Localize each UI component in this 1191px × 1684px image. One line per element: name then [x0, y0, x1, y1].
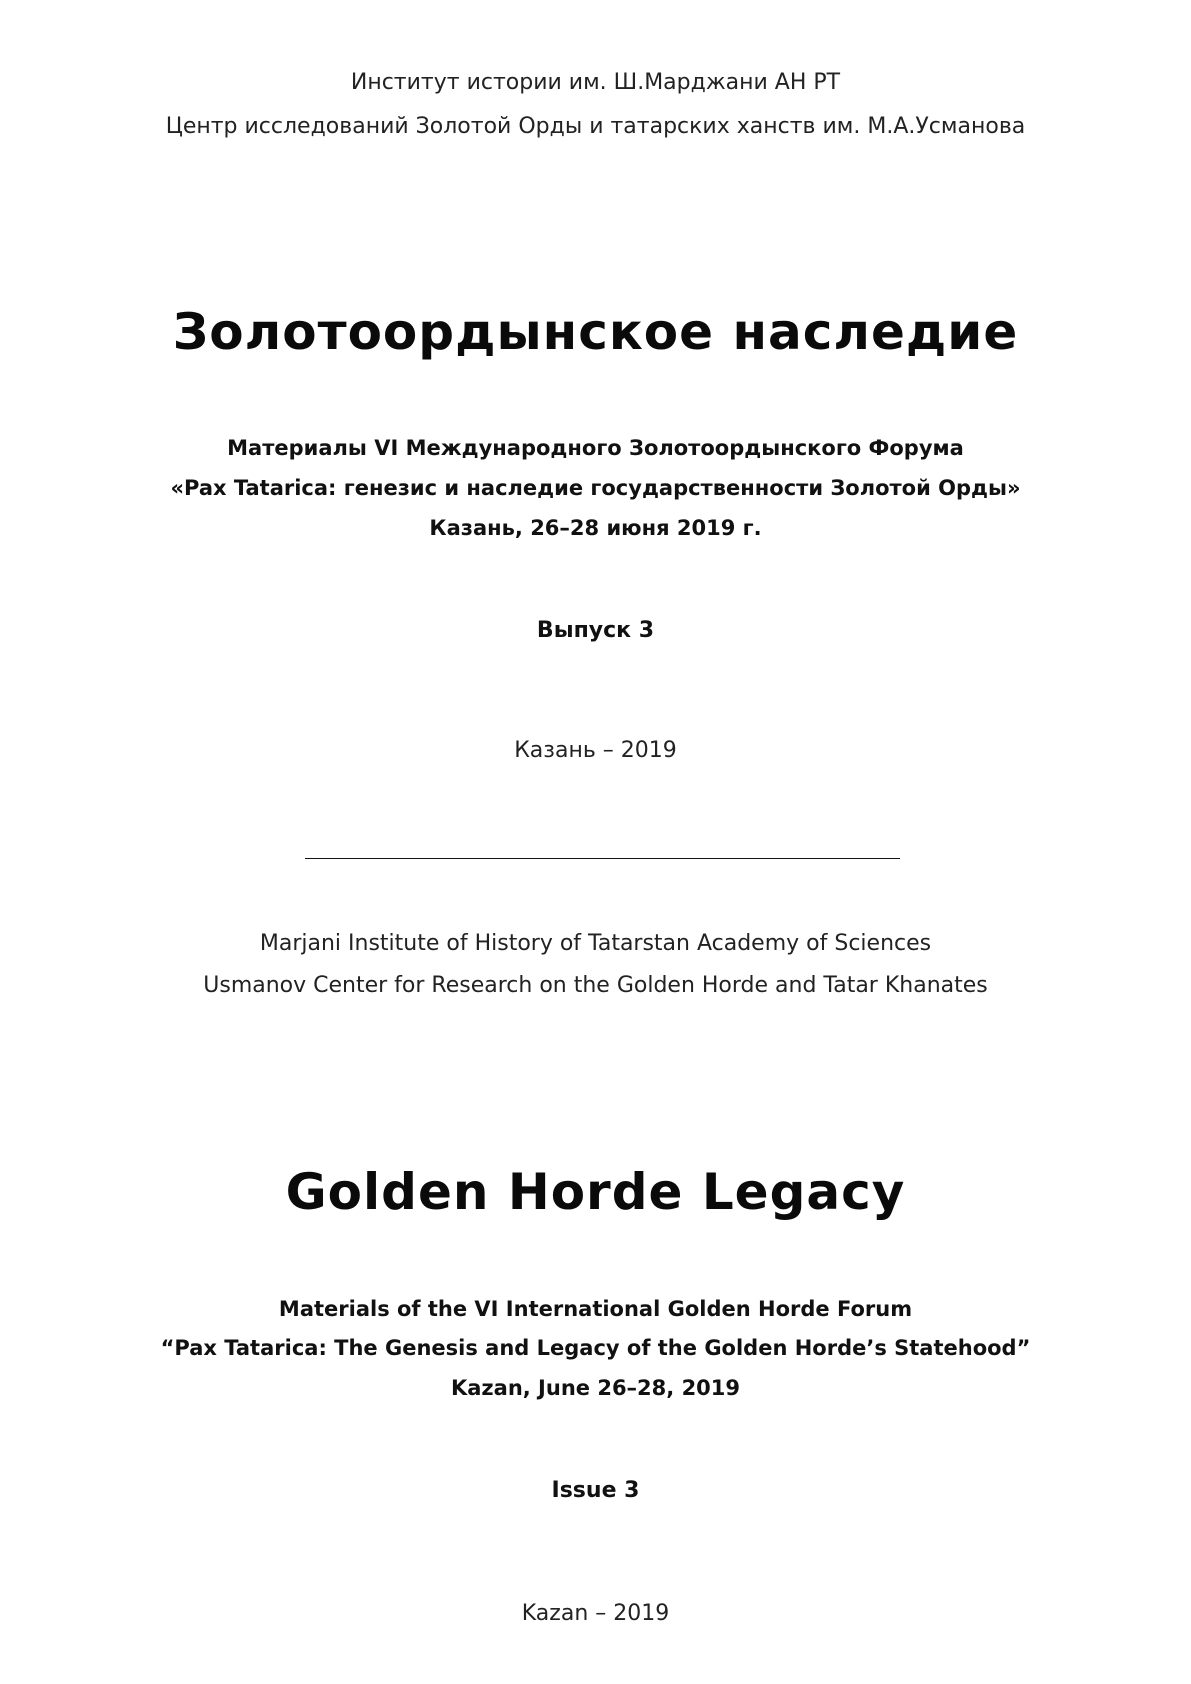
en-institute-line-1: Marjani Institute of History of Tatarstan Academy of Sciences: [259, 931, 932, 956]
section-divider: [305, 858, 900, 859]
en-issue: Issue 3: [551, 1478, 640, 1503]
en-subtitle-line-3: Kazan, June 26–28, 2019: [450, 1376, 741, 1400]
ru-subtitle-line-1: Материалы VI Международного Золотоордынского Форума: [227, 436, 964, 460]
en-title: Golden Horde Legacy: [285, 1163, 906, 1221]
ru-subtitle-line-2: «Pax Tatarica: генезис и наследие государственности Золотой Орды»: [170, 476, 1021, 500]
ru-place-year: Казань – 2019: [514, 738, 677, 763]
ru-subtitle-line-3: Казань, 26–28 июня 2019 г.: [429, 516, 762, 540]
en-institute-line-2: Usmanov Center for Research on the Golden Horde and Tatar Khanates: [203, 973, 988, 998]
ru-issue: Выпуск 3: [536, 618, 655, 643]
en-subtitle-line-1: Materials of the VI International Golden Horde Forum: [278, 1297, 913, 1321]
ru-institute-line-2: Центр исследований Золотой Орды и татарских ханств им. М.А.Усманова: [165, 114, 1026, 139]
ru-title: Золотоордынское наследие: [172, 303, 1019, 361]
ru-institute-line-1: Институт истории им. Ш.Марджани АН РТ: [350, 70, 841, 95]
en-subtitle-line-2: “Pax Tatarica: The Genesis and Legacy of the Golden Horde’s Statehood”: [160, 1336, 1031, 1360]
en-place-year: Kazan – 2019: [521, 1601, 670, 1626]
